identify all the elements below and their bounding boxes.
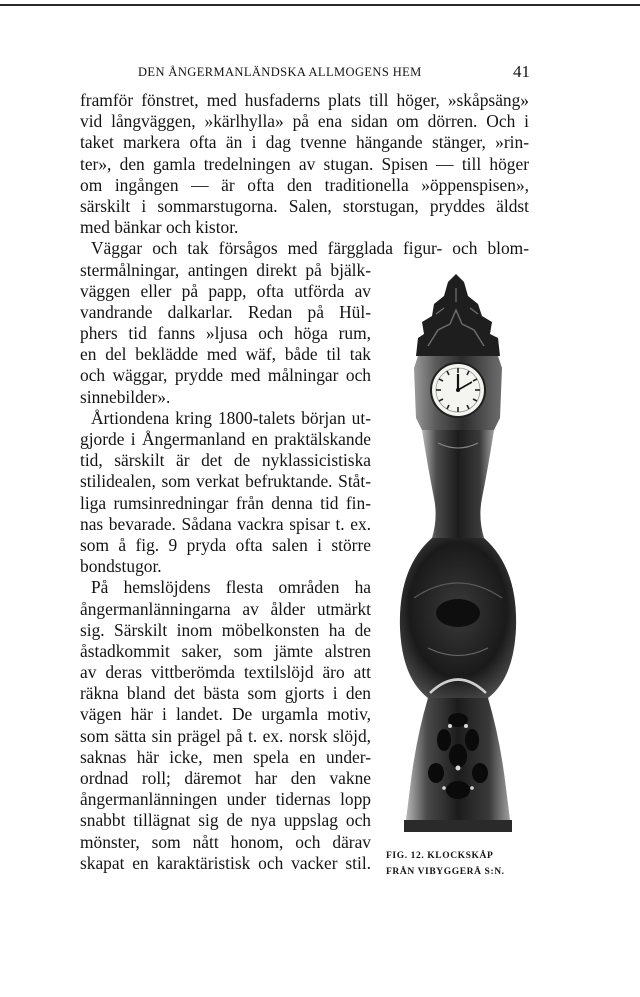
text-line: ter», den gamla tredelningen av stugan. Spisen — till höger xyxy=(80,153,529,174)
text-line: saknas här icke, men spela en under- xyxy=(80,746,371,767)
text-line: särskilt i sommarstugorna. Salen, storstugan, pryddes äldst xyxy=(80,195,529,216)
text-line: åstadkommit saker, som jämte alstren xyxy=(80,640,371,661)
text-line: snabbt tillägnat sig de nya uppslag och xyxy=(80,810,371,831)
page-header xyxy=(138,62,530,82)
page-number: 41 xyxy=(513,62,530,81)
text-line: och wäggar, prydde med målningar och xyxy=(80,365,371,386)
text-line: skapat en karaktäristisk och vacker stil. xyxy=(80,852,371,873)
text-line: vandrande dalkarlar. Redan på Hül- xyxy=(80,301,371,322)
text-line: som sätta sin prägel på t. ex. norsk slöjd, xyxy=(80,725,371,746)
text-line: bondstugor. xyxy=(80,556,162,577)
text-line: sig. Särskilt inom möbelkonsten ha de xyxy=(80,619,371,640)
text-line: På hemslöjdens flesta områden ha xyxy=(91,577,371,598)
text-line: nas bevarade. Sådana vackra spisar t. ex. xyxy=(80,513,371,534)
figure-clock-cabinet xyxy=(378,268,528,836)
text-line: ångermanlänningarna av ålder utmärkt xyxy=(80,598,371,619)
text-line: ordnad roll; däremot har den vakne xyxy=(80,768,371,788)
text-line: tid, särskilt är det de nyklassicistiska xyxy=(80,450,371,471)
text-line: framför fönstret, med husfaderns plats till höger, »skåpsäng» xyxy=(80,90,529,110)
text-line: väggen eller på papp, ofta utförda av xyxy=(80,280,371,301)
text-line: om ingången — är ofta den traditionella »öppenspisen», xyxy=(80,174,529,195)
text-line: taket markera ofta än i dag tvenne hängande stänger, »rin- xyxy=(80,132,529,153)
text-line: sinnebilder». xyxy=(80,386,171,407)
text-line: gjorde i Ångermanland en praktälskande xyxy=(80,429,371,449)
running-head: DEN ÅNGERMANLÄNDSKA ALLMOGENS HEM xyxy=(138,65,422,79)
text-line: ångermanlänningen under tidernas lopp xyxy=(80,789,371,810)
text-line: Väggar och tak försågos med färgglada figur- och blom- xyxy=(91,238,529,259)
text-line: vägen här i landet. De urgamla motiv, xyxy=(80,704,371,725)
caption-line: FIG. 12. KLOCKSKÅP xyxy=(386,851,494,861)
clock-cabinet-illustration xyxy=(378,268,528,836)
figure-caption xyxy=(386,848,536,880)
text-line: stermålningar, antingen direkt på bjälk- xyxy=(80,259,371,280)
text-line: phers tid fanns »ljusa och höga rum, xyxy=(80,323,371,344)
text-line: vid långväggen, »kärlhylla» på ena sidan om dörren. Och i xyxy=(80,111,529,132)
text-line: Årtiondena kring 1800-talets början ut- xyxy=(91,407,371,428)
waist xyxy=(422,430,494,538)
text-line: med bänkar och kistor. xyxy=(80,217,239,238)
caption-line: FRÅN VIBYGGERÅ S:N. xyxy=(386,867,505,877)
text-line: som å fig. 9 pryda ofta salen i större xyxy=(80,534,371,555)
text-line: av deras vittberömda textilslöjd äro att xyxy=(80,662,371,683)
text-line: stilidealen, som verkat befruktande. Ståt- xyxy=(80,471,371,492)
top-rule xyxy=(0,4,640,6)
text-line: mönster, som nått honom, och därav xyxy=(80,831,371,852)
text-line: liga rumsinredningar från denna tid fin- xyxy=(80,492,371,513)
text-line: en del beklädde med wäf, både til tak xyxy=(80,344,371,365)
text-line: räkna bland det bästa som gjorts i den xyxy=(80,683,371,704)
base xyxy=(404,820,512,832)
